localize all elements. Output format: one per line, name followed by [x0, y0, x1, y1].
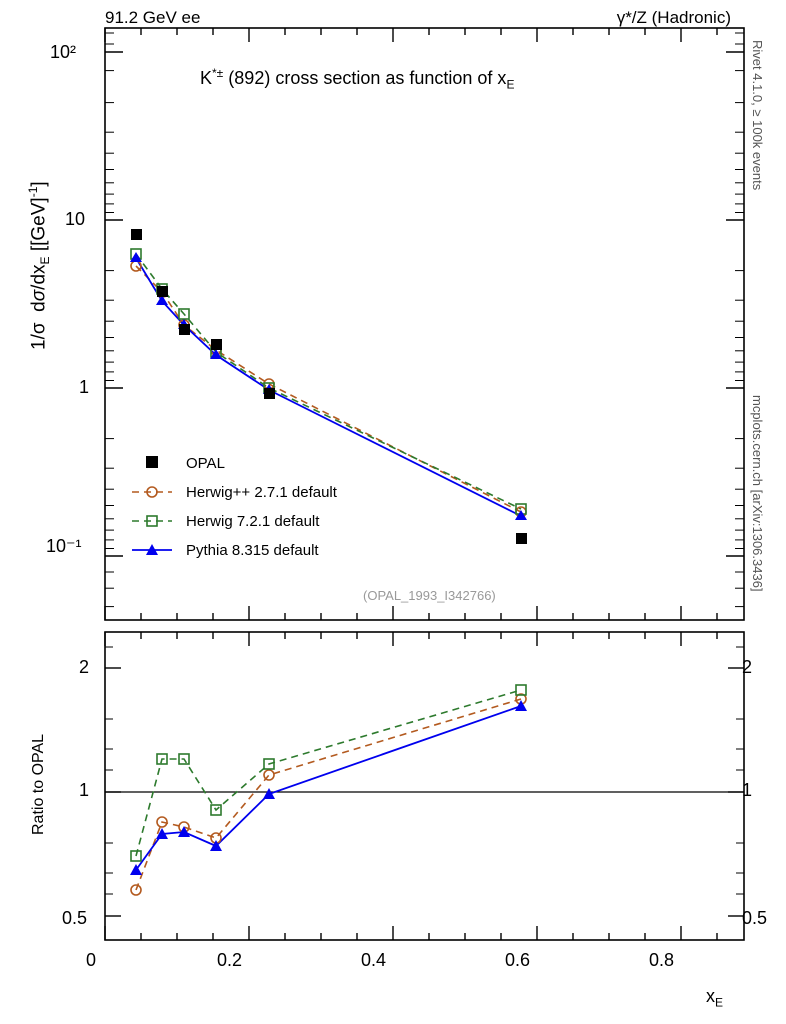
header-right: γ*/Z (Hadronic)	[616, 8, 731, 27]
ratio-panel-frame	[105, 632, 744, 940]
plot-title-main: (892) cross section as function of x	[228, 68, 507, 88]
plot-title-sym: K	[200, 68, 213, 88]
plot-title-sub: E	[506, 77, 515, 92]
main-panel-frame	[105, 28, 744, 620]
ratio-y-tick-label-0p5-left: 0.5	[62, 908, 88, 928]
legend-label-opal: OPAL	[186, 455, 225, 472]
header-left: 91.2 GeV ee	[105, 8, 201, 27]
ratio-y-axis-label: Ratio to OPAL	[30, 733, 47, 835]
ratio-y-tick-label-1-right: 1	[742, 780, 753, 800]
ratio-y-tick-label-0p5-right: 0.5	[742, 908, 768, 928]
mcplots-ref-label: mcplots.cern.ch [arXiv:1306.3436]	[750, 395, 765, 592]
x-tick-label-0p8: 0.8	[649, 950, 675, 970]
main-x-ticks	[105, 28, 717, 620]
x-tick-label-0: 0	[86, 950, 97, 970]
y-tick-label-0p1: 10⁻¹	[46, 536, 82, 556]
legend-label-herwig7: Herwig 7.2.1 default	[186, 513, 320, 530]
y-tick-label-1: 1	[79, 377, 90, 397]
x-tick-label-0p2: 0.2	[217, 950, 243, 970]
legend-label-herwigpp: Herwig++ 2.7.1 default	[186, 484, 337, 501]
series-herwig7-line	[136, 254, 521, 509]
ratio-y-tick-label-1-left: 1	[79, 780, 90, 800]
ratio-y-tick-label-2-right: 2	[742, 657, 753, 677]
series-opal-markers	[131, 229, 527, 544]
plot-title-sup: *±	[212, 66, 224, 80]
x-axis-label: $x_E$	[706, 986, 724, 1010]
rivet-version-label: Rivet 4.1.0, ≥ 100k events	[750, 40, 765, 191]
x-tick-label-0p6: 0.6	[505, 950, 531, 970]
main-y-ticks	[105, 52, 744, 556]
legend	[132, 456, 172, 555]
main-y-axis-label: 1/σ $d\sigma/dx_E$ [[GeV]$^{-1}$]	[26, 181, 53, 350]
analysis-watermark: (OPAL_1993_I342766)	[363, 588, 496, 603]
ratio-y-tick-label-2-left: 2	[79, 657, 90, 677]
ratio-x-ticks	[105, 632, 717, 940]
ratio-herwigpp-line	[136, 699, 521, 890]
legend-marker-opal	[146, 456, 158, 468]
ratio-pythia-line	[136, 706, 521, 870]
series-herwig7-markers	[131, 249, 526, 514]
main-y-minor-ticks	[105, 33, 744, 607]
series-pythia-line	[136, 258, 521, 516]
ratio-pythia-markers	[130, 700, 527, 875]
series-herwigpp-markers	[131, 261, 526, 517]
x-tick-label-0p4: 0.4	[361, 950, 387, 970]
series-pythia-markers	[130, 252, 527, 520]
ratio-y-minor-ticks	[105, 647, 744, 894]
y-tick-label-10: 10	[65, 209, 86, 229]
series-herwigpp-line	[136, 266, 521, 512]
y-tick-label-100: 10²	[50, 42, 77, 62]
legend-label-pythia: Pythia 8.315 default	[186, 542, 319, 559]
